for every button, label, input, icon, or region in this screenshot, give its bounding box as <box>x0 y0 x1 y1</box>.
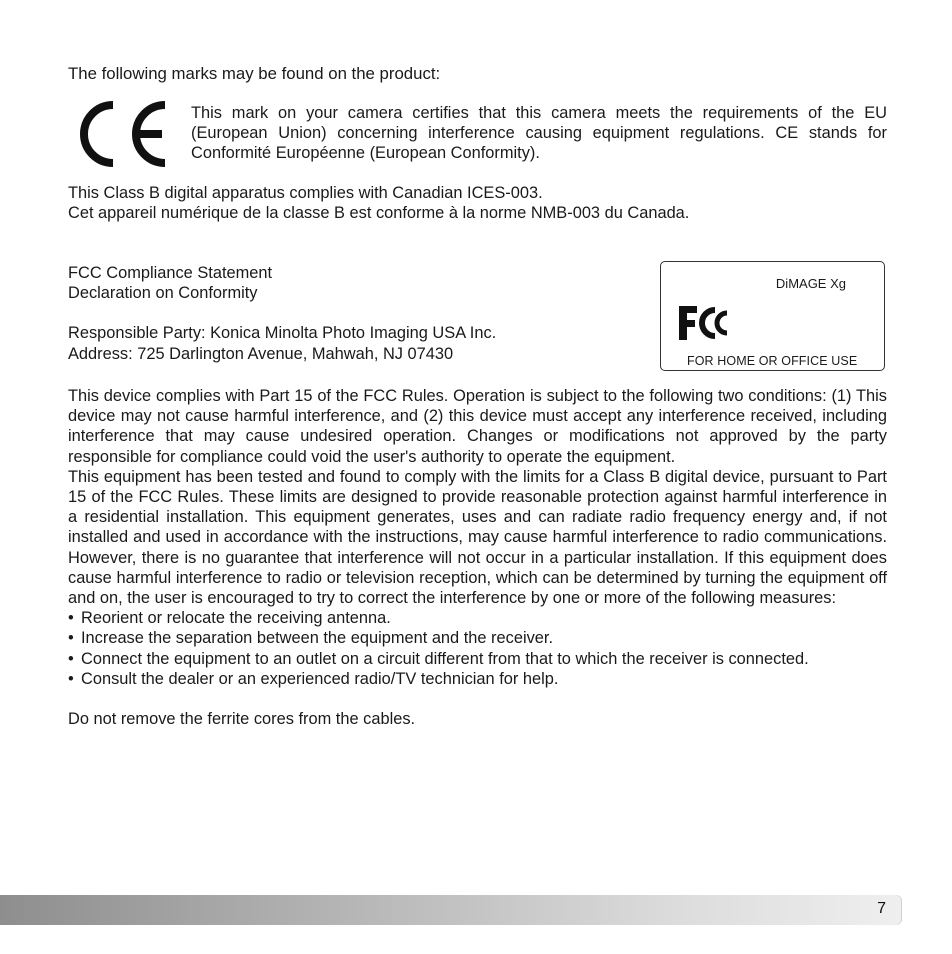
fcc-label-model: DiMAGE Xg <box>775 276 846 291</box>
bullet-dot: • <box>68 609 74 628</box>
measure-item <box>68 628 887 648</box>
fcc-declaration-heading: Declaration on Conformity <box>68 284 258 303</box>
fcc-paragraph-2: This equipment has been tested and found to comply with the limits for a Class B digital device, pursuant to Part 15 of the FCC Rules. These limits are designed to provide reasonable protection against harmful interference in a residential installation. This equipment generates, uses and can radiate radio frequency energy and, if not installed and used in accordance with the instructions, may cause harmful interference to radio communications. However, there is no guarantee that interference will not occur in a particular installation. If this equipment does cause harmful interference to radio or television reception, which can be determined by turning the equipment off and on, the user is encouraged to try to correct the interference by one or more of the following measures: <box>68 467 887 608</box>
bullet-dot: • <box>68 649 74 668</box>
measure-item <box>68 669 887 689</box>
responsible-party: Responsible Party: Konica Minolta Photo Imaging USA Inc. <box>68 324 497 343</box>
fcc-body-text <box>68 386 887 729</box>
canada-compliance <box>68 183 888 223</box>
ce-mark-logo <box>80 101 170 167</box>
canada-line-french: Cet appareil numérique de la classe B est conforme à la norme NMB-003 du Canada. <box>68 204 690 223</box>
fcc-statement-heading: FCC Compliance Statement <box>68 264 273 282</box>
responsible-address: Address: 725 Darlington Avenue, Mahwah, NJ 07430 <box>68 344 454 363</box>
footer-bar <box>0 895 902 925</box>
ce-description: This mark on your camera certifies that this camera meets the requirements of the EU (European Union) concerning interference causing equipment regulations. CE stands for Conformité Européenne (European Conformity). <box>191 104 887 163</box>
fcc-paragraph-1: This device complies with Part 15 of the FCC Rules. Operation is subject to the following two conditions: (1) This device may not cause harmful interference, and (2) this device must accept any interference received, including interference that may cause undesired operation. Changes or modifications not approved by the party responsible for compliance could void the user's authority to operate the equipment. <box>68 387 887 466</box>
measure-text: Increase the separation between the equipment and the receiver. <box>81 629 553 648</box>
bullet-dot: • <box>68 629 74 648</box>
measure-text: Connect the equipment to an outlet on a circuit different from that to which the receiver is connected. <box>81 649 809 668</box>
measure-text: Consult the dealer or an experienced radio/TV technician for help. <box>81 669 559 688</box>
page-number: 7 <box>877 900 886 917</box>
canada-line-english: This Class B digital apparatus complies with Canadian ICES-003. <box>68 184 543 202</box>
fcc-label-use: FOR HOME OR OFFICE USE <box>687 354 858 368</box>
measure-item <box>68 608 887 628</box>
fcc-label <box>660 261 885 371</box>
measure-item <box>68 649 887 669</box>
fcc-declaration <box>68 263 628 364</box>
intro-text: The following marks may be found on the product: <box>68 64 441 83</box>
ferrite-note: Do not remove the ferrite cores from the cables. <box>68 710 416 729</box>
bullet-dot: • <box>68 669 74 688</box>
fcc-logo <box>677 304 733 342</box>
measure-text: Reorient or relocate the receiving antenna. <box>81 609 391 628</box>
